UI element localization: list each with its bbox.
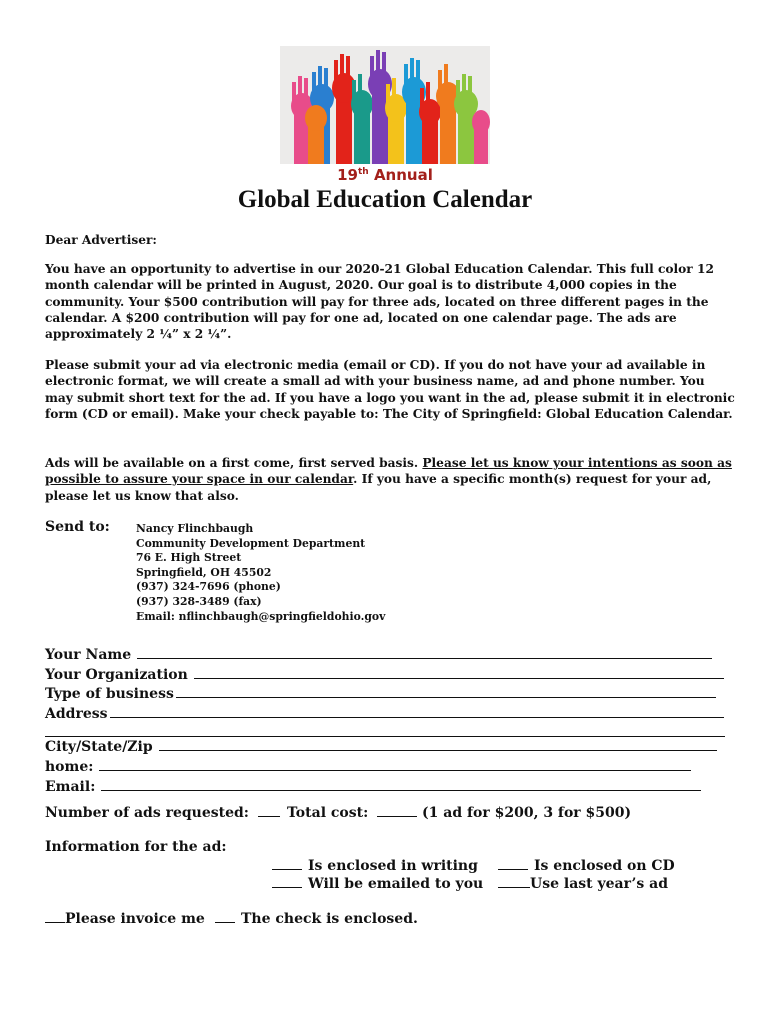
page-title: Global Education Calendar — [237, 186, 533, 213]
total-cost-label: Total cost: — [287, 805, 369, 821]
name-field-row — [45, 645, 735, 665]
invoice-label: Please invoice me — [65, 911, 205, 927]
ads-count-input[interactable] — [258, 803, 280, 817]
total-cost-row — [287, 803, 631, 821]
contact-phone: (937) 324-7696 (phone) — [136, 580, 281, 594]
email-label: Email: — [45, 778, 96, 795]
address-label: Address — [45, 705, 108, 722]
contact-email: Email: nflinchbaugh@springfieldohio.gov — [136, 609, 386, 623]
contact-street: 76 E. High Street — [136, 551, 242, 565]
check-option — [215, 909, 418, 927]
raised-hands-logo — [280, 46, 490, 164]
submission-paragraph: Please submit your ad via electronic media (email or CD). If you do not have your ad available in electronic format, we will create a small ad with your business name, ad and phone number. You may submit short text for the ad. If you have a logo you want in the ad, please submit it in electronic form (CD or email). Make your check payable to: The City of Springfield: Global Education Calendar. — [45, 358, 735, 421]
name-label: Your Name — [45, 647, 132, 663]
total-cost-input[interactable] — [377, 803, 417, 817]
address-field-row — [45, 704, 735, 724]
availability-emphasis: Please let us know your intentions as soon as possible to assure your space in our calendar — [45, 456, 732, 487]
intro-paragraph: You have an opportunity to advertise in our 2020-21 Global Education Calendar. This full color 12 month calendar will be printed in August, 2020. Our goal is to distribute 4,000 copies in the community. Your $500 contribution will pay for three ads, located on three different pages in the calendar. A $200 contribution will pay for one ad, located on one calendar page. The ads are approximately 2 ¼” x 2 ¼”. — [45, 262, 714, 342]
contact-department: Community Development Department — [136, 536, 366, 550]
enclosed-cd-checkbox[interactable] — [498, 856, 528, 870]
enclosed-writing-checkbox[interactable] — [272, 856, 302, 870]
emailed-label: Will be emailed to you — [308, 876, 484, 892]
city-field-row — [45, 737, 735, 757]
city-state-zip-label: City/State/Zip — [45, 739, 153, 756]
total-cost-note: (1 ad for $200, 3 for $500) — [422, 805, 632, 821]
address-line-2-row — [45, 723, 735, 737]
availability-text-end: . If you have a specific month(s) request for your ad, please let us know that also. — [45, 472, 712, 503]
availability-text: Ads will be available on a first come, first served basis. — [45, 456, 423, 470]
availability-paragraph — [45, 455, 735, 504]
email-field-row — [45, 777, 735, 797]
contact-block — [136, 522, 385, 624]
enclosed-cd-label: Is enclosed on CD — [534, 858, 675, 874]
business-type-label: Type of business — [45, 686, 174, 703]
annual-edition-label — [0, 166, 770, 184]
home-field-row — [45, 757, 735, 777]
hand-icon — [305, 105, 327, 164]
business-type-field-row — [45, 684, 735, 704]
annual-word: Annual — [373, 166, 433, 184]
home-label: home: — [45, 758, 94, 775]
option-enclosed-writing — [272, 856, 478, 874]
city-state-zip-input[interactable] — [159, 737, 717, 751]
business-type-input[interactable] — [176, 684, 716, 698]
invoice-checkbox[interactable] — [45, 909, 65, 923]
invoice-option — [45, 909, 205, 927]
check-enclosed-checkbox[interactable] — [215, 909, 235, 923]
contact-name: Nancy Flinchbaugh — [136, 522, 254, 535]
last-year-checkbox[interactable] — [498, 874, 530, 888]
last-year-label: Use last year’s ad — [530, 876, 668, 892]
send-to-label: Send to: — [45, 519, 110, 535]
email-input[interactable] — [101, 777, 701, 791]
option-enclosed-cd — [498, 856, 675, 874]
address-line-2-input[interactable] — [45, 723, 725, 737]
option-emailed — [272, 874, 483, 892]
advertiser-form — [45, 645, 735, 796]
annual-number: 19 — [337, 166, 358, 184]
name-input[interactable] — [137, 645, 712, 659]
check-enclosed-label: The check is enclosed. — [241, 911, 418, 927]
organization-input[interactable] — [194, 665, 724, 679]
ads-count-row — [45, 803, 280, 821]
enclosed-writing-label: Is enclosed in writing — [308, 858, 478, 874]
emailed-checkbox[interactable] — [272, 874, 302, 888]
organization-label: Your Organization — [45, 666, 188, 683]
info-label: Information for the ad: — [45, 839, 227, 855]
contact-fax: (937) 328-3489 (fax) — [136, 594, 262, 608]
annual-suffix: th — [358, 167, 369, 177]
ads-count-label: Number of ads requested: — [45, 805, 249, 821]
contact-city: Springfield, OH 45502 — [136, 565, 272, 579]
address-input[interactable] — [110, 704, 724, 718]
organization-field-row — [45, 665, 735, 685]
option-last-year — [498, 874, 668, 892]
salutation: Dear Advertiser: — [45, 233, 157, 247]
home-input[interactable] — [99, 757, 691, 771]
hand-icon — [472, 110, 490, 164]
